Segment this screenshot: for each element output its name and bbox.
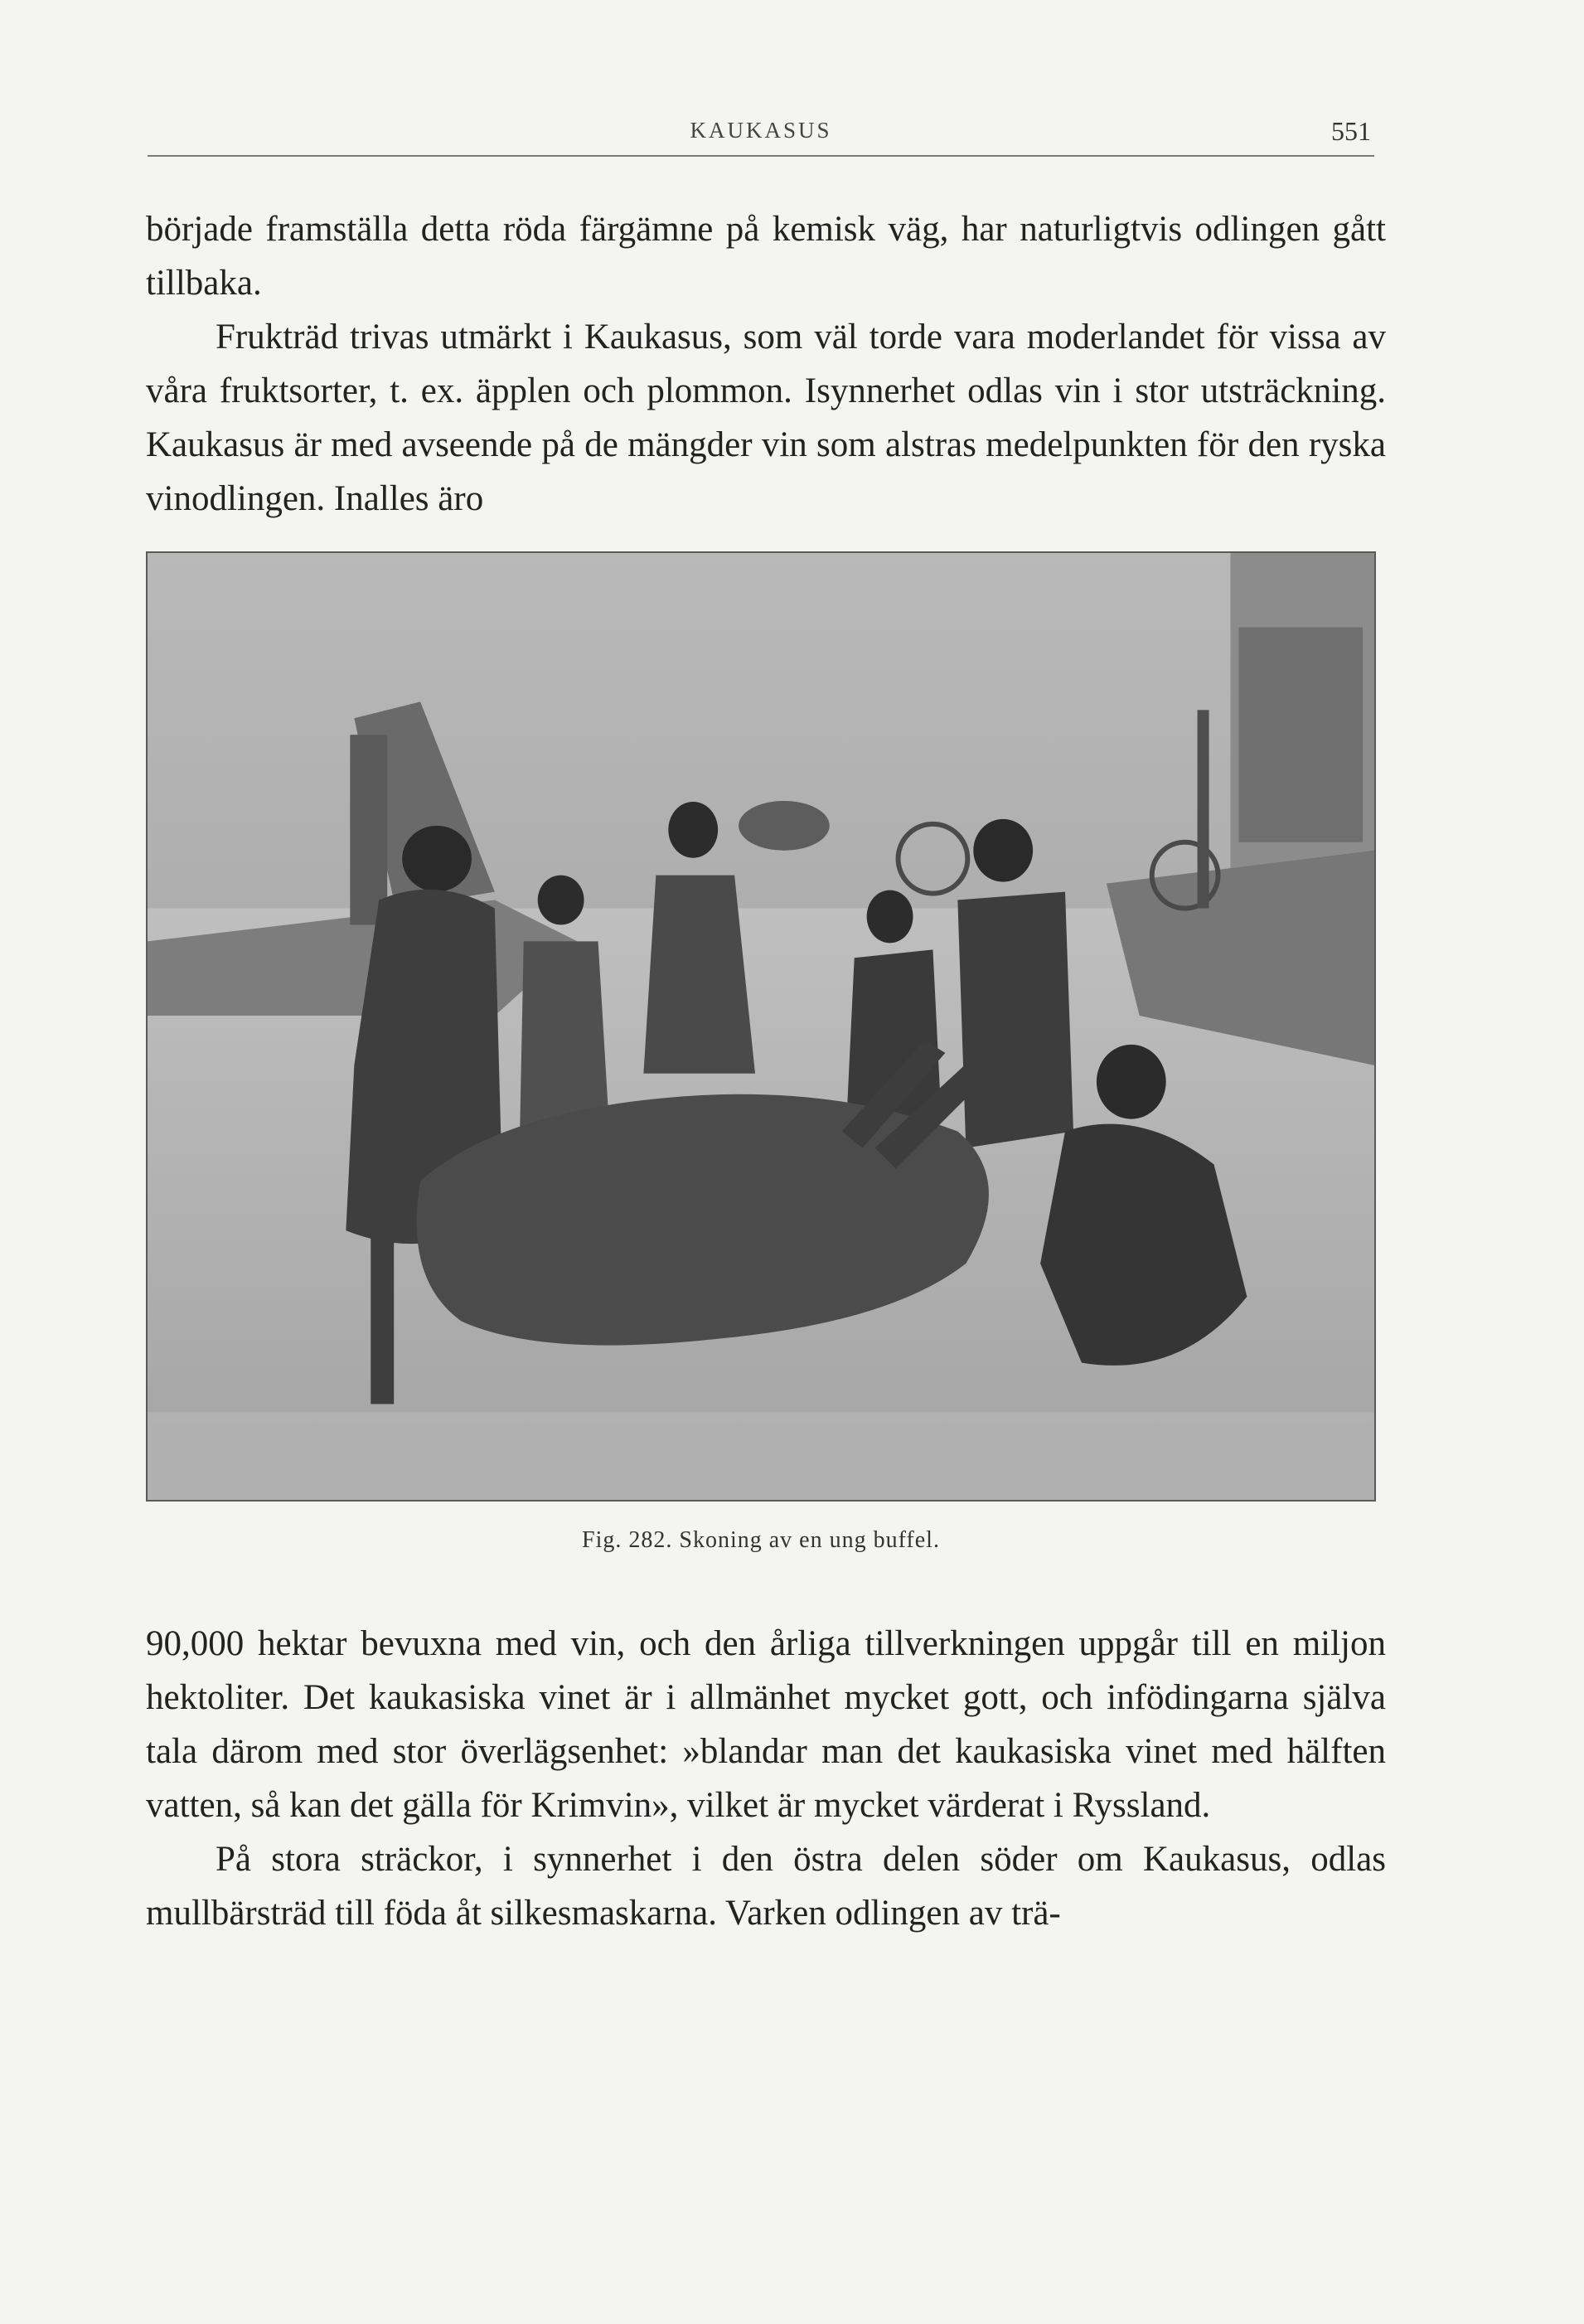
figure-caption: Fig. 282. Skoning av en ung buffel. bbox=[582, 1527, 940, 1553]
paragraph: började framställa detta röda färgämne på kemisk väg, har naturligtvis odlingen gått tillbaka. bbox=[146, 210, 1386, 303]
paragraph: 90,000 hektar bevuxna med vin, och den årliga tillverkningen uppgår till en miljon hektoliter. Det kaukasiska vinet är i allmänhet mycket gott, och infödingarna själva tala därom med stor överlägsenhet: »blandar man det kaukasiska vinet med hälften vatten, så kan det gälla för Krimvin», vilket är mycket värderat i Ryssland. bbox=[146, 1624, 1386, 1825]
body-text-top bbox=[146, 202, 1386, 526]
page-number: 551 bbox=[1331, 116, 1371, 146]
figure-photograph bbox=[146, 551, 1376, 1502]
photograph-illustration bbox=[148, 553, 1374, 1500]
body-text-bottom bbox=[146, 1617, 1386, 1940]
page-header bbox=[148, 114, 1374, 156]
paragraph: Frukträd trivas utmärkt i Kaukasus, som väl torde vara moderlandet för vissa av våra fruktsorter, t. ex. äpplen och plommon. Isynnerhet odlas vin i stor utsträckning. Kaukasus är med avseende på de mängder vin som alstras medelpunkten för den ryska vinodlingen. Inalles äro bbox=[146, 318, 1386, 518]
paragraph: På stora sträckor, i synnerhet i den östra delen söder om Kaukasus, odlas mullbärsträd till föda åt silkesmaskarna. Varken odlingen av trä- bbox=[146, 1840, 1386, 1933]
running-head: KAUKASUS bbox=[690, 118, 832, 143]
header-rule bbox=[148, 155, 1374, 157]
